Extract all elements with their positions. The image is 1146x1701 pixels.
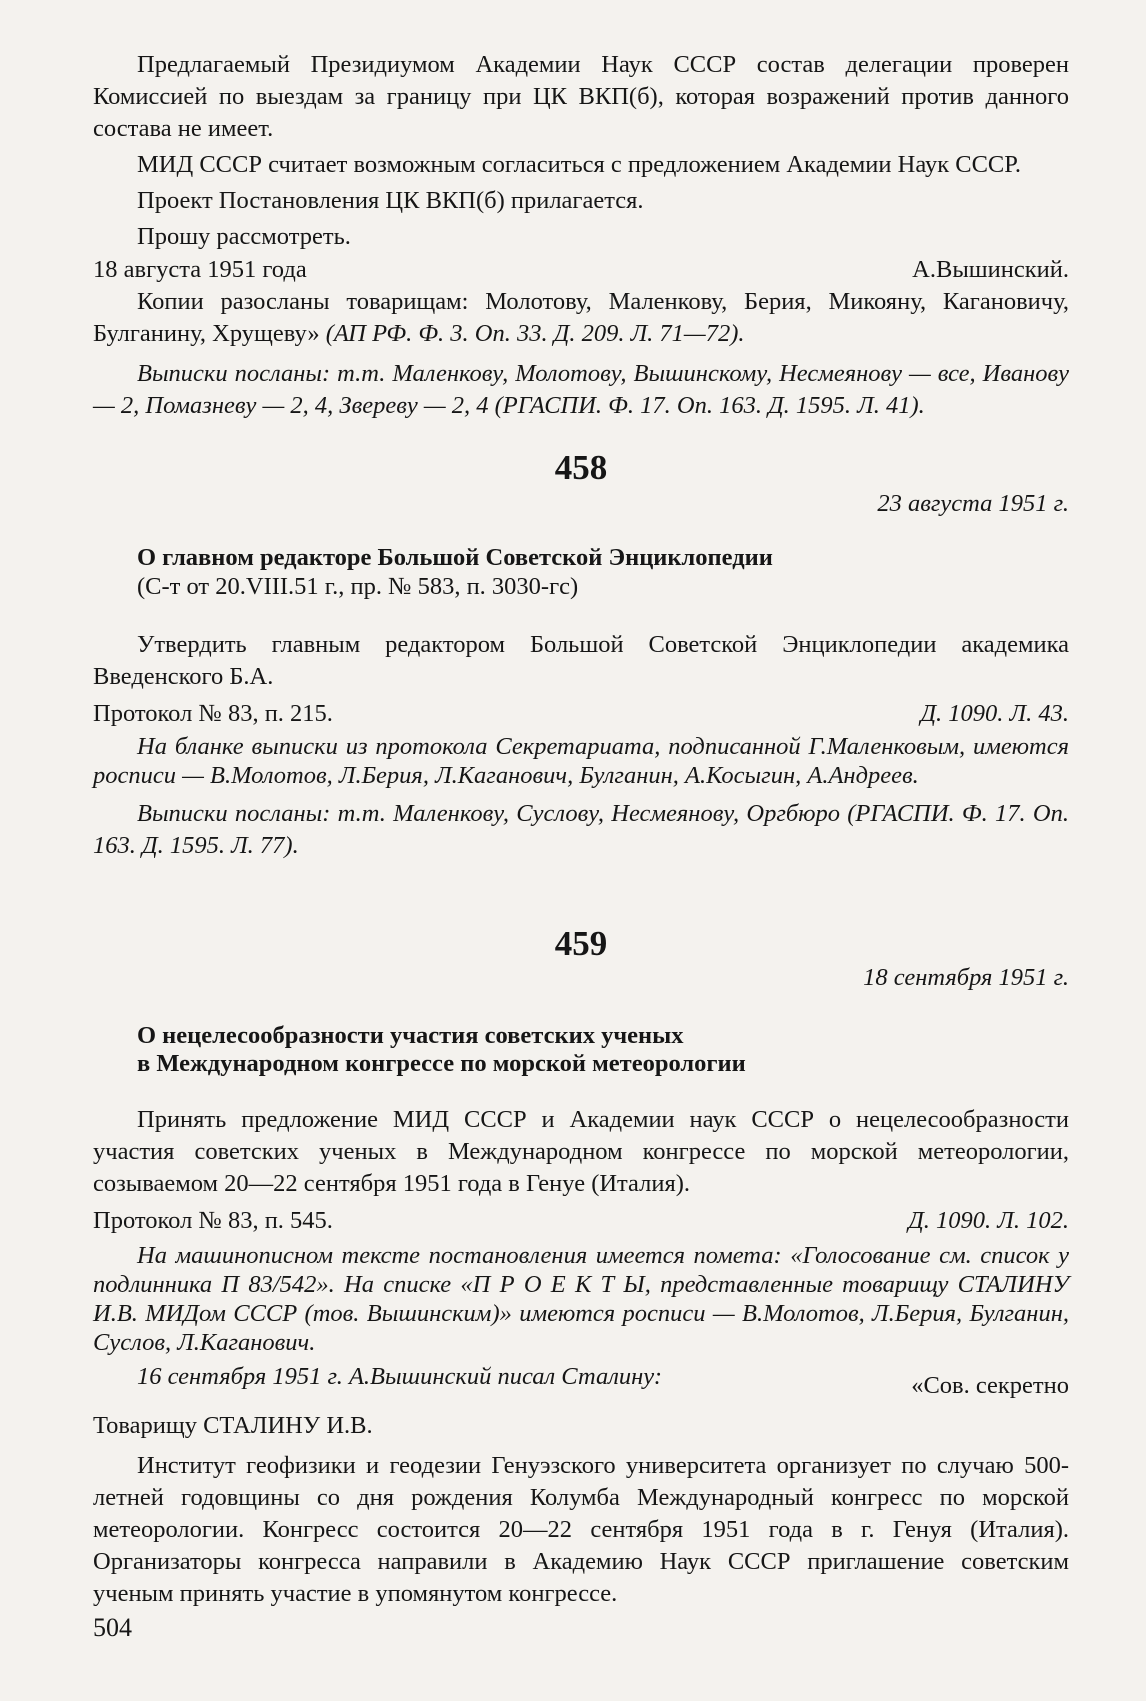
- archive-ref-458: Д. 1090. Л. 43.: [920, 700, 1069, 727]
- document-date-459: 18 сентября 1951 г.: [863, 964, 1069, 991]
- document-458-header: [93, 544, 1069, 602]
- paragraph-draft-attached: Проект Постановления ЦК ВКП(б) прилагается.: [137, 187, 644, 214]
- document-458-notes: [93, 732, 1069, 862]
- letter-text-459: Институт геофизики и геодезии Генуэзского университета организует по случаю 500-летней годовщины со дня рождения Колумба Международный конгресс по морской метеорологии. Конгресс состоится 20—22 сентября 1951 года в г. Генуя (Италия). Организаторы конгресса направили в Академию Наук СССР приглашение советским ученым принять участие в упомянутом конгрессе.: [93, 1452, 1069, 1607]
- previous-document-end: [93, 49, 1069, 253]
- document-subtitle-458: (С-т от 20.VIII.51 г., пр. № 583, п. 3030-гс): [137, 573, 579, 600]
- letter-body: [93, 1450, 1069, 1610]
- document-title-459-line2: в Международном конгрессе по морской метеорологии: [137, 1050, 746, 1077]
- resolution-text-458: Утвердить главным редактором Большой Советской Энциклопедии академика Введенского Б.А.: [93, 631, 1069, 690]
- letter-intro-459: 16 сентября 1951 г. А.Вышинский писал Сталину:: [137, 1363, 662, 1390]
- archive-ref-459: Д. 1090. Л. 102.: [908, 1207, 1069, 1234]
- signature-date: 18 августа 1951 года: [93, 256, 307, 283]
- document-459-body: [93, 1104, 1069, 1200]
- paragraph-request: Прошу рассмотреть.: [137, 223, 351, 250]
- copies-paragraph: [93, 286, 1069, 350]
- secret-mark: «Сов. секретно: [911, 1372, 1069, 1399]
- copies-text: Копии разосланы товарищам: Молотову, Маленкову, Берия, Микояну, Кагановичу, Булганину, Хрущеву»: [93, 288, 1069, 347]
- document-date-458: 23 августа 1951 г.: [877, 490, 1069, 517]
- protocol-line-459: [93, 1205, 1069, 1237]
- document-number-459: 459: [554, 924, 608, 963]
- signature-name: А.Вышинский.: [912, 256, 1069, 283]
- paragraph-delegation: Предлагаемый Президиумом Академии Наук СССР состав делегации проверен Комиссией по выездам за границу при ЦК ВКП(б), которая возражений против данного состава не имеет.: [93, 51, 1069, 142]
- protocol-458: Протокол № 83, п. 215.: [93, 700, 333, 727]
- letter-addressee: Товарищу СТАЛИНУ И.В.: [93, 1412, 373, 1439]
- document-number-458: 458: [554, 448, 608, 487]
- signature-line: [93, 254, 1069, 286]
- page-number: 504: [93, 1613, 132, 1642]
- document-title-459-line1: О нецелесообразности участия советских ученых: [137, 1022, 684, 1049]
- note-458: На бланке выписки из протокола Секретариата, подписанной Г.Маленковым, имеются росписи — В.Молотов, Л.Берия, Л.Каганович, Булганин, А.Косыгин, А.Андреев.: [93, 733, 1069, 789]
- copies-block: [93, 286, 1069, 422]
- paragraph-mid-opinion: МИД СССР считает возможным согласиться с предложением Академии Наук СССР.: [137, 151, 1021, 178]
- document-459-header: [93, 1022, 1069, 1078]
- extracts-sent-note: Выписки посланы: т.т. Маленкову, Молотову, Вышинскому, Несмеянову — все, Иванову — 2, Помазневу — 2, 4, Звереву — 2, 4 (РГАСПИ. Ф. 17. Оп. 163. Д. 1595. Л. 41).: [93, 360, 1069, 419]
- note-459: На машинописном тексте постановления имеется помета: «Голосование см. список у подлинника П 83/542». На списке «П Р О Е К Т Ы, представленные товарищу СТАЛИНУ И.В. МИДом СССР (тов. Вышинским)» имеются росписи — В.Молотов, Л.Берия, Булганин, Суслов, Л.Каганович.: [93, 1242, 1069, 1356]
- resolution-text-459: Принять предложение МИД СССР и Академии наук СССР о нецелесообразности участия советских ученых в Международном конгрессе по морской метеорологии, созываемом 20—22 сентября 1951 года в Генуе (Италия).: [93, 1106, 1069, 1197]
- protocol-459: Протокол № 83, п. 545.: [93, 1207, 333, 1234]
- extracts-sent-458: Выписки посланы: т.т. Маленкову, Суслову, Несмеянову, Оргбюро (РГАСПИ. Ф. 17. Оп. 163. Д. 1595. Л. 77).: [93, 800, 1069, 859]
- document-458-body: [93, 629, 1069, 693]
- copies-archive-ref: (АП РФ. Ф. 3. Оп. 33. Д. 209. Л. 71—72).: [319, 320, 745, 347]
- document-title-458: О главном редакторе Большой Советской Энциклопедии: [137, 544, 773, 571]
- protocol-line-458: [93, 698, 1069, 730]
